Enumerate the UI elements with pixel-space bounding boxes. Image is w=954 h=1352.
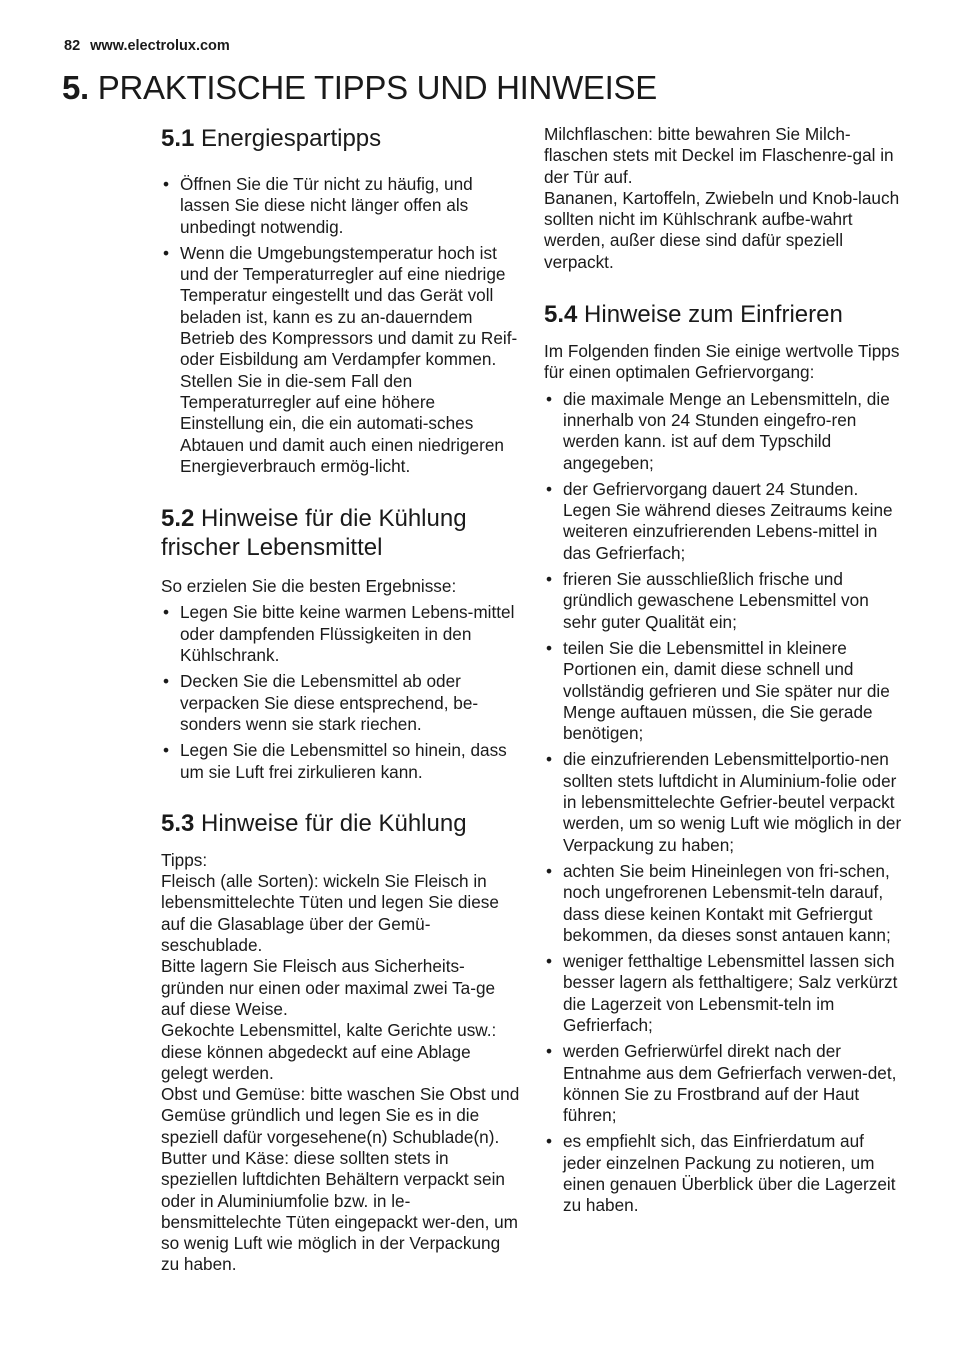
chapter-title-text: PRAKTISCHE TIPPS UND HINWEISE bbox=[97, 69, 657, 106]
list-item: • es empfiehlt sich, das Einfrierdatum auf jeder einzelnen Packung zu notieren, um einen genauen Überblick über die Lagerzeit zu haben. bbox=[544, 1131, 904, 1216]
list-item: • frieren Sie ausschließlich frische und gründlich gewaschene Lebensmittel von sehr guter Qualität ein; bbox=[544, 569, 904, 633]
section-title: Hinweise für die Kühlung bbox=[201, 809, 467, 837]
section-title: Hinweise zum Einfrieren bbox=[584, 301, 843, 329]
list-item: • die maximale Menge an Lebensmitteln, die innerhalb von 24 Stunden eingefro-ren werden kann. ist auf dem Typschild angegeben; bbox=[544, 389, 904, 474]
section-title: Energiespartipps bbox=[201, 125, 382, 152]
section-number: 5.4 bbox=[544, 301, 578, 329]
paragraph: Milchflaschen: bitte bewahren Sie Milch-flaschen stets mit Deckel im Flaschenre-gal in der Tür auf. bbox=[544, 124, 894, 187]
paragraph: Bananen, Kartoffeln, Zwiebeln und Knob-lauch sollten nicht im Kühlschrank aufbe-wahrt werden, außer diese sind dafür speziell verpackt. bbox=[544, 187, 900, 272]
list-item: • weniger fetthaltige Lebensmittel lassen sich besser lagern als fetthaltigere; Salz verkürzt die Lagerzeit von Lebensmit-teln im Gefrierfach; bbox=[544, 951, 904, 1036]
energy-tips-list bbox=[161, 174, 521, 477]
chapter-number: 5. bbox=[62, 69, 89, 106]
paragraph: Fleisch (alle Sorten): wickeln Sie Fleisch in lebensmittelechte Tüten und legen Sie diese auf die Glasablage über der Gemü-seschublade. bbox=[161, 871, 499, 956]
list-item: • achten Sie beim Hineinlegen von fri-schen, noch ungefrorenen Lebensmit-teln darauf, dass diese keinen Kontakt mit Gefriergut bekommen, da dieses sonst antauen kann; bbox=[544, 861, 904, 946]
page-header bbox=[64, 38, 230, 54]
list-item: • Legen Sie die Lebensmittel so hinein, dass um sie Luft frei zirkulieren kann. bbox=[161, 740, 521, 783]
section-title: Hinweise für die Kühlung frischer Lebensmittel bbox=[161, 505, 467, 562]
section-number: 5.1 bbox=[161, 125, 195, 152]
paragraph: Butter und Käse: diese sollten stets in speziellen luftdichten Behältern verpackt sein oder in Aluminiumfolie bzw. in le-bensmittelechte Tüten eingepackt wer-den, um so wenig Luft wie möglich in der Verpackung zu haben. bbox=[161, 1147, 519, 1275]
paragraph: Tipps: bbox=[161, 849, 208, 870]
list-item: • Legen Sie bitte keine warmen Lebens-mittel oder dampfenden Flüssigkeiten in den Kühlschrank. bbox=[161, 602, 521, 666]
section-5-2-heading bbox=[161, 504, 521, 562]
list-item: • der Gefriervorgang dauert 24 Stunden. Legen Sie während dieses Zeitraums keine weiteren einzufrierenden Lebens-mittel in das Gefrierfach; bbox=[544, 479, 904, 564]
list-item: • werden Gefrierwürfel direkt nach der Entnahme aus dem Gefrierfach verwen-det, können Sie zu Frostbrand auf der Haut führen; bbox=[544, 1041, 904, 1126]
section-number: 5.2 bbox=[161, 505, 195, 533]
list-item: • die einzufrierenden Lebensmittelportio-nen sollten stets luftdicht in Aluminium-folie oder in lebensmittelechte Gefrier-beutel verpackt werden, um so wenig Luft wie möglich in der Verpackung zu haben; bbox=[544, 749, 904, 855]
section-5-3-heading bbox=[161, 809, 521, 838]
section-5-1-heading bbox=[161, 124, 521, 153]
paragraph: Obst und Gemüse: bitte waschen Sie Obst und Gemüse gründlich und legen Sie es in die speziell dafür vorgesehene(n) Schublade(n). bbox=[161, 1084, 520, 1147]
section-intro: Im Folgenden finden Sie einige wertvolle Tipps für einen optimalen Gefriervorgang: bbox=[544, 341, 900, 383]
left-column bbox=[161, 124, 521, 1276]
list-item: • Wenn die Umgebungstemperatur hoch ist und der Temperaturregler auf eine niedrige Temperatur eingestellt und das Gerät voll beladen ist, kann es zu an-dauerndem Betrieb des Kompressors und damit zu Reif- oder Eisbildung am Verdampfer kommen. Stellen Sie in die-sem Fall den Temperaturregler auf eine höhere Einstellung ein, die ein automati-sches Abtauen und damit auch einen niedrigeren Energieverbrauch ermög-licht. bbox=[161, 243, 521, 477]
section-intro: So erzielen Sie die besten Ergebnisse: bbox=[161, 576, 457, 597]
list-item: • Decken Sie die Lebensmittel ab oder verpacken Sie diese entsprechend, be-sonders wenn sie stark riechen. bbox=[161, 671, 521, 735]
paragraph: Gekochte Lebensmittel, kalte Gerichte usw.: diese können abgedeckt auf eine Ablage gelegt werden. bbox=[161, 1020, 497, 1083]
list-item: • teilen Sie die Lebensmittel in kleinere Portionen ein, damit diese schnell und vollständig gefrieren und Sie später nur die Menge auftauen müssen, die Sie gerade benötigen; bbox=[544, 638, 904, 744]
list-item: • Öffnen Sie die Tür nicht zu häufig, und lassen Sie diese nicht länger offen als unbedingt notwendig. bbox=[161, 174, 521, 238]
cooling-fresh-list bbox=[161, 602, 521, 782]
section-5-4-heading bbox=[544, 300, 904, 329]
paragraph: Bitte lagern Sie Fleisch aus Sicherheits-gründen nur einen oder maximal zwei Ta-ge auf diese Weise. bbox=[161, 956, 496, 1019]
page-number: 82 bbox=[64, 38, 81, 54]
section-number: 5.3 bbox=[161, 809, 195, 837]
right-column bbox=[544, 124, 904, 1217]
chapter-title bbox=[62, 66, 657, 110]
website-url: www.electrolux.com bbox=[90, 38, 230, 54]
freezing-tips-list bbox=[544, 389, 904, 1217]
cooling-tips-text bbox=[161, 850, 521, 1276]
